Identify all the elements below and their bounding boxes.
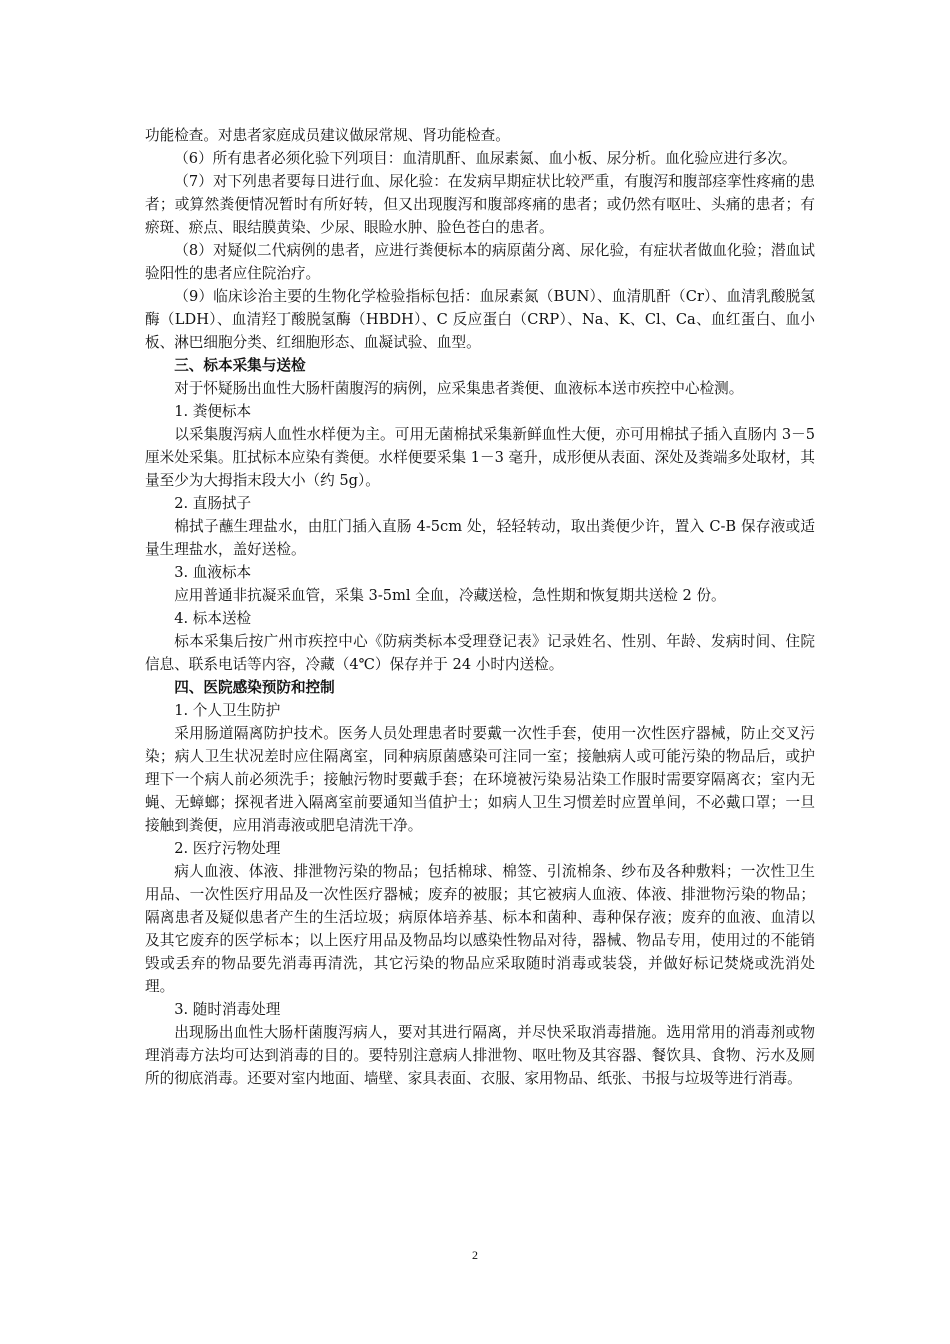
document-page (145, 124, 815, 1090)
paragraph-continuation: 功能检查。对患者家庭成员建议做尿常规、肾功能检查。 (145, 127, 510, 144)
subsection-blood-text: 应用普通非抗凝采血管，采集 3-5ml 全血，冷藏送检，急性期和恢复期共送检 2 份。 (174, 587, 726, 604)
subsection-medical-waste-title: 2. 医疗污物处理 (174, 840, 281, 857)
subsection-personal-protection-text: 采用肠道隔离防护技术。医务人员处理患者时要戴一次性手套，使用一次性医疗器械，防止交叉污染；病人卫生状况差时应住隔离室，同种病原菌感染可注同一室；接触病人或可能污染的物品后，或护理下一个病人前必须洗手；接触污物时要戴手套；在环境被污染易沾染工作服时需要穿隔离衣；室内无蝇、无蟑螂；探视者进入隔离室前要通知当值护士；如病人卫生习惯差时应置单间，不必戴口罩；一旦接触到粪便，应用消毒液或肥皂清洗干净。 (145, 725, 815, 834)
subsection-submission-text: 标本采集后按广州市疾控中心《防病类标本受理登记表》记录姓名、性别、年龄、发病时间、住院信息、联系电话等内容，冷藏（4℃）保存并于 24 小时内送检。 (145, 633, 815, 673)
section-4-heading: 四、医院感染预防和控制 (174, 679, 335, 696)
subsection-submission-title: 4. 标本送检 (174, 610, 252, 627)
paragraph-item-6: （6）所有患者必须化验下列项目：血清肌酐、血尿素氮、血小板、尿分析。血化验应进行多次。 (174, 150, 797, 167)
section-3-intro: 对于怀疑肠出血性大肠杆菌腹泻的病例，应采集患者粪便、血液标本送市疾控中心检测。 (174, 380, 744, 397)
subsection-disinfection-title: 3. 随时消毒处理 (174, 1001, 281, 1018)
page-number: 2 (472, 1248, 478, 1262)
subsection-disinfection-text: 出现肠出血性大肠杆菌腹泻病人，要对其进行隔离，并尽快采取消毒措施。选用常用的消毒剂或物理消毒方法均可达到消毒的目的。要特别注意病人排泄物、呕吐物及其容器、餐饮具、食物、污水及厕所的彻底消毒。还要对室内地面、墙壁、家具表面、衣服、家用物品、纸张、书报与垃圾等进行消毒。 (145, 1024, 815, 1087)
paragraph-item-9: （9）临床诊治主要的生物化学检验指标包括：血尿素氮（BUN）、血清肌酐（Cr）、血清乳酸脱氢酶（LDH）、血清羟丁酸脱氢酶（HBDH）、C 反应蛋白（CRP）、Na、K、Cl、Ca、血红蛋白、血小板、淋巴细胞分类、红细胞形态、血凝试验、血型。 (145, 288, 815, 351)
paragraph-item-8: （8）对疑似二代病例的患者，应进行粪便标本的病原菌分离、尿化验，有症状者做血化验；潜血试验阳性的患者应住院治疗。 (145, 242, 815, 282)
subsection-stool-title: 1. 粪便标本 (174, 403, 252, 420)
subsection-medical-waste-text: 病人血液、体液、排泄物污染的物品；包括棉球、棉签、引流棉条、纱布及各种敷料；一次性卫生用品、一次性医疗用品及一次性医疗器械；废弃的被服；其它被病人血液、体液、排泄物污染的物品；隔离患者及疑似患者产生的生活垃圾；病原体培养基、标本和菌种、毒种保存液；废弃的血液、血清以及其它废弃的医学标本；以上医疗用品及物品均以感染性物品对待，器械、物品专用，使用过的不能销毁或丢弃的物品要先消毒再清洗，其它污染的物品应采取随时消毒或装袋，并做好标记焚烧或洗消处理。 (145, 863, 815, 995)
subsection-blood-title: 3. 血液标本 (174, 564, 252, 581)
subsection-rectal-swab-title: 2. 直肠拭子 (174, 495, 252, 512)
subsection-stool-text: 以采集腹泻病人血性水样便为主。可用无菌棉拭采集新鲜血性大便，亦可用棉拭子插入直肠内 3－5 厘米处采集。肛拭标本应染有粪便。水样便要采集 1－3 毫升，成形便从表面、深处及粪端多处取材，其量至少为大拇指末段大小（约 5g）。 (145, 426, 815, 489)
subsection-personal-protection-title: 1. 个人卫生防护 (174, 702, 281, 719)
subsection-rectal-swab-text: 棉拭子蘸生理盐水，由肛门插入直肠 4-5cm 处，轻轻转动，取出粪便少许，置入 C-B 保存液或适量生理盐水，盖好送检。 (145, 518, 815, 558)
section-3-heading: 三、标本采集与送检 (174, 357, 306, 374)
paragraph-item-7: （7）对下列患者要每日进行血、尿化验：在发病早期症状比较严重，有腹泻和腹部痉挛性疼痛的患者；或算然粪便情况暂时有所好转，但又出现腹泻和腹部疼痛的患者；或仍然有呕吐、头痛的患者；有瘀斑、瘀点、眼结膜黄染、少尿、眼睑水肿、脸色苍白的患者。 (145, 173, 815, 236)
